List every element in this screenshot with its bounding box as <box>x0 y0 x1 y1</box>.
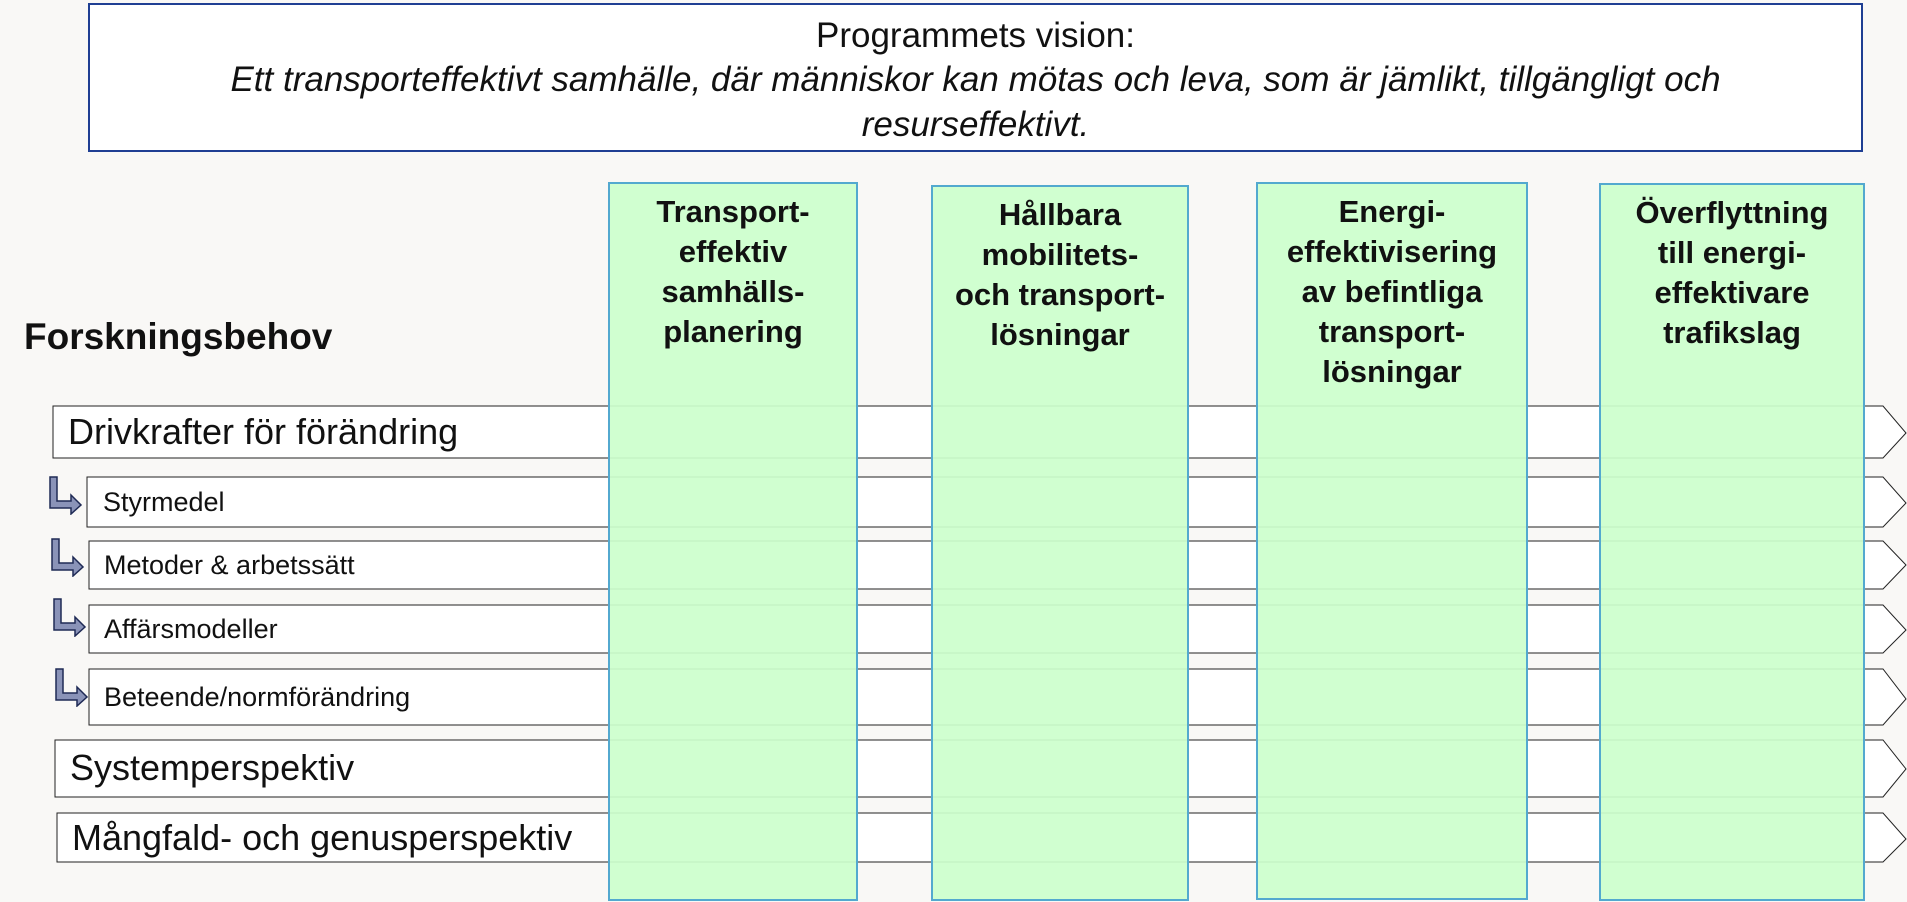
row-label-drivkrafter: Drivkrafter för förändring <box>68 411 459 452</box>
research-needs-heading: Forskningsbehov <box>24 316 333 357</box>
column-energieffektivisering <box>1256 182 1528 900</box>
row-label-mangfald: Mångfald- och genusperspektiv <box>72 817 573 858</box>
vision-title: Programmets vision: <box>816 16 1135 55</box>
bend-arrow-icon <box>49 537 87 577</box>
column-title: Överflyttning till energi- effektivare trafikslag <box>1635 195 1829 350</box>
row-label-systemperspektiv: Systemperspektiv <box>70 747 355 788</box>
bend-arrow-icon <box>51 597 89 637</box>
column-title: Energi- effektivisering av befintliga transport- lösningar <box>1286 194 1498 389</box>
column-overflyttning <box>1599 183 1865 901</box>
row-label-beteende: Beteende/normförändring <box>104 682 411 712</box>
bend-arrow-icon <box>53 667 91 707</box>
row-label-affarsmodeller: Affärsmodeller <box>104 614 278 644</box>
bend-arrow-icon <box>47 475 85 515</box>
column-title: Hållbara mobilitets- och transport- lösningar <box>954 197 1166 352</box>
vision-text: Ett transporteffektivt samhälle, där människor kan mötas och leva, som är jämlikt, tillgängligt och resurseffektivt. <box>230 60 1721 144</box>
column-hallbara-mobilitet <box>931 185 1189 901</box>
row-label-metoder: Metoder & arbetssätt <box>104 550 355 580</box>
column-transporteffektiv <box>608 182 858 901</box>
column-title: Transport- effektiv samhälls- planering <box>656 194 810 349</box>
row-label-styrmedel: Styrmedel <box>103 487 225 517</box>
